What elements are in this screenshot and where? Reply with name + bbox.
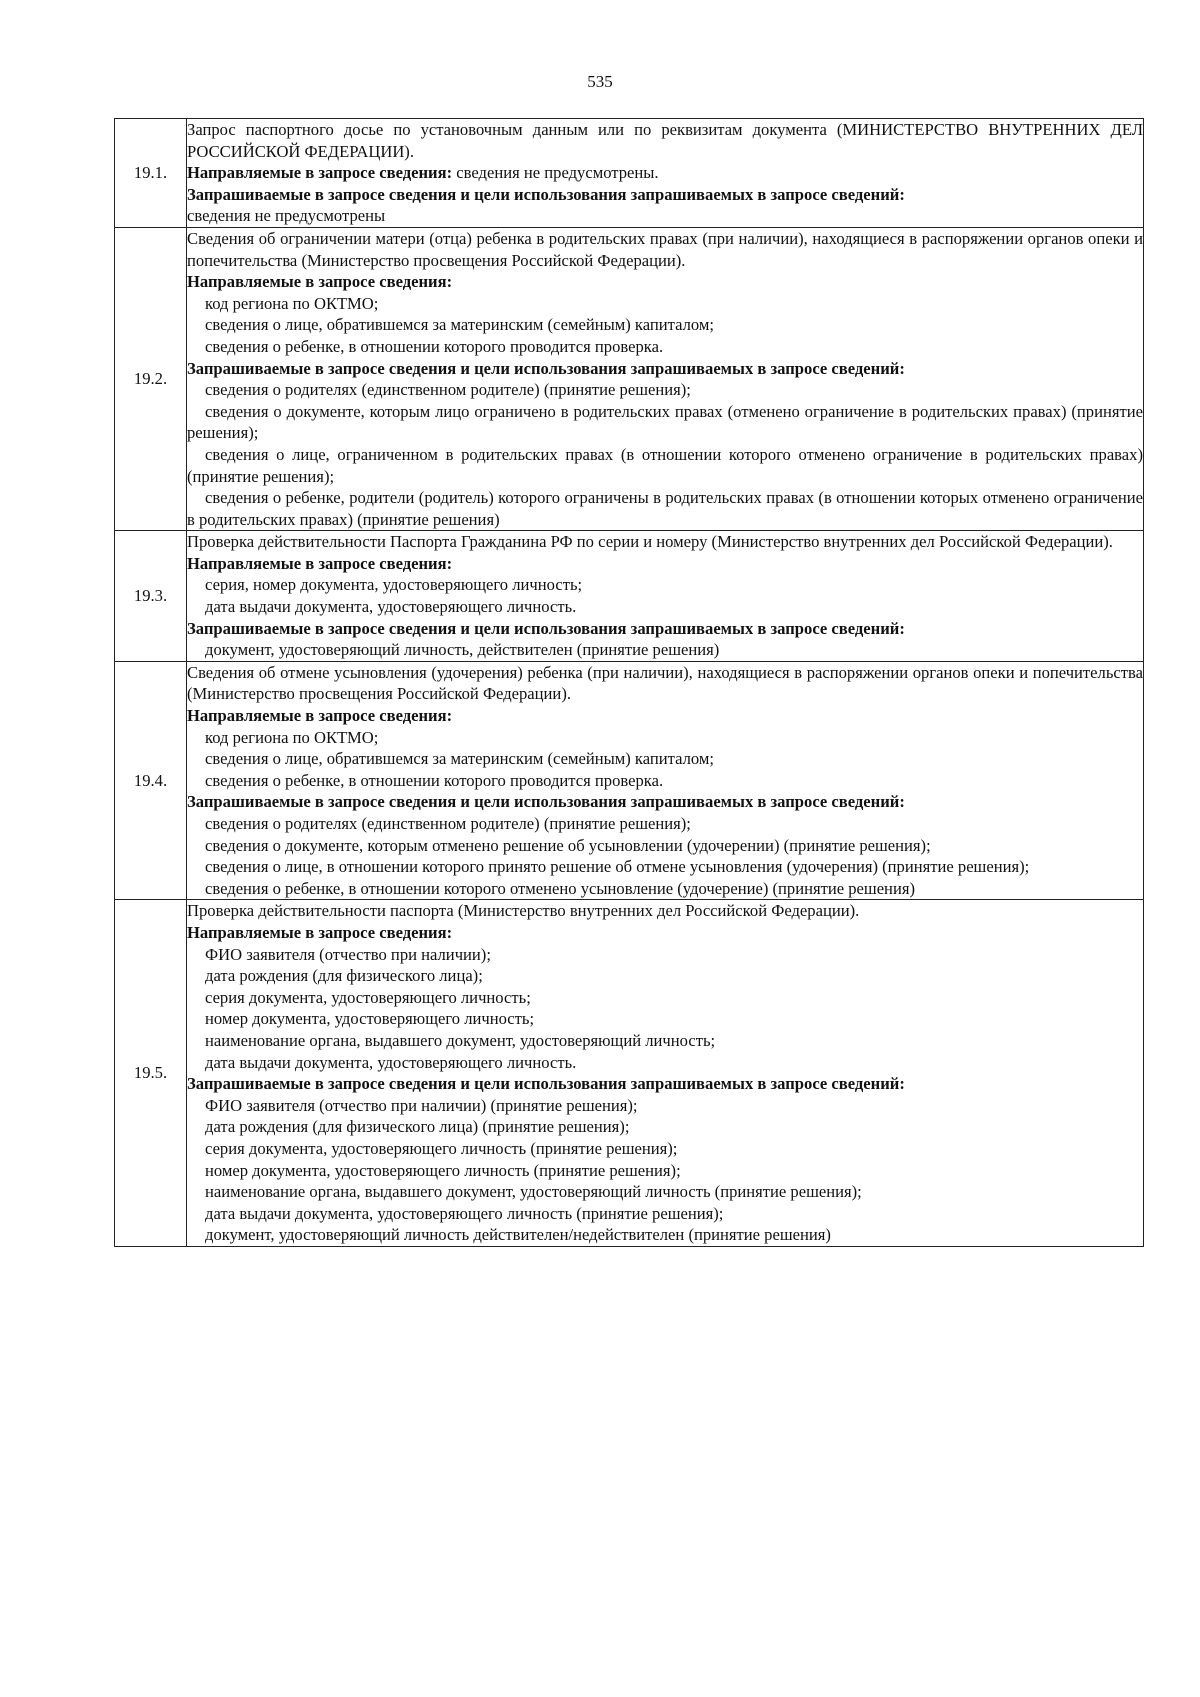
row-content xyxy=(187,900,1144,1247)
table-row xyxy=(115,900,1144,1247)
row-content xyxy=(187,227,1144,530)
sent-section xyxy=(187,162,1143,184)
requests-table xyxy=(114,118,1144,1247)
requested-item: наименование органа, выдавшего документ, удостоверяющий личность (принятие решения); xyxy=(205,1182,862,1202)
row-number: 19.5. xyxy=(115,900,187,1247)
sent-item: сведения о лице, обратившемся за материнским (семейным) капиталом; xyxy=(205,315,714,335)
requested-label: Запрашиваемые в запросе сведения и цели использования запрашиваемых в запросе сведений: xyxy=(187,792,905,812)
row-number: 19.1. xyxy=(115,119,187,228)
requested-item: сведения о родителях (единственном родителе) (принятие решения); xyxy=(205,814,691,833)
requested-item: номер документа, удостоверяющего личность (принятие решения); xyxy=(205,1160,681,1180)
row-content xyxy=(187,531,1144,662)
row-title: Проверка действительности паспорта (Министерство внутренних дел Российской Федерации). xyxy=(187,901,860,921)
requested-item: сведения о лице, ограниченном в родительских правах (в отношении которого отменено ограничение в родительских правах) (принятие решения); xyxy=(187,444,1143,486)
requested-item: сведения о ребенке, в отношении которого отменено усыновление (удочерение) (принятие решения) xyxy=(205,878,915,898)
sent-label: Направляемые в запросе сведения: xyxy=(187,706,453,726)
sent-item: серия, номер документа, удостоверяющего личность; xyxy=(205,575,583,595)
sent-item: дата выдачи документа, удостоверяющего личность. xyxy=(205,1052,577,1072)
sent-item: сведения о лице, обратившемся за материнским (семейным) капиталом; xyxy=(205,749,714,769)
sent-label: Направляемые в запросе сведения: xyxy=(187,922,453,942)
row-title: Запрос паспортного досье по установочным данным или по реквизитам документа (МИНИСТЕРСТВО ВНУТРЕННИХ ДЕЛ РОССИЙСКОЙ ФЕДЕРАЦИИ). xyxy=(187,120,1143,161)
row-title: Сведения об отмене усыновления (удочерения) ребенка (при наличии), находящиеся в распоряжении органов опеки и попечительства (Министерство просвещения Российской Федерации). xyxy=(187,662,1143,704)
requested-label: Запрашиваемые в запросе сведения и цели использования запрашиваемых в запросе сведений: xyxy=(187,618,905,638)
page-number: 535 xyxy=(587,72,613,91)
sent-item: сведения о ребенке, в отношении которого проводится проверка. xyxy=(205,336,664,356)
sent-item: код региона по ОКТМО; xyxy=(205,727,379,747)
row-title: Сведения об ограничении матери (отца) ребенка в родительских правах (при наличии), находящиеся в распоряжении органов опеки и попечительства (Министерство просвещения Российской Федерации). xyxy=(187,228,1143,270)
sent-item: ФИО заявителя (отчество при наличии); xyxy=(205,944,491,964)
row-content xyxy=(187,661,1144,900)
requested-item: дата выдачи документа, удостоверяющего личность (принятие решения); xyxy=(205,1203,724,1223)
requested-label: Запрашиваемые в запросе сведения и цели использования запрашиваемых в запросе сведений: xyxy=(187,184,905,204)
requested-item: сведения о лице, в отношении которого принято решение об отмене усыновления (удочерения) (принятие решения); xyxy=(205,857,1030,877)
table-row xyxy=(115,227,1144,530)
requested-item: документ, удостоверяющий личность действителен/недействителен (принятие решения) xyxy=(205,1225,831,1245)
sent-item: номер документа, удостоверяющего личность; xyxy=(205,1009,535,1029)
requested-item: сведения о родителях (единственном родителе) (принятие решения); xyxy=(205,380,691,400)
requested-item: дата рождения (для физического лица) (принятие решения); xyxy=(205,1117,630,1137)
sent-item: наименование органа, выдавшего документ, удостоверяющий личность; xyxy=(205,1030,716,1050)
requested-label: Запрашиваемые в запросе сведения и цели использования запрашиваемых в запросе сведений: xyxy=(187,358,905,378)
requested-item: сведения о документе, которым лицо ограничено в родительских правах (отменено ограничение в родительских правах) (принятие решения); xyxy=(187,401,1143,443)
requested-item: ФИО заявителя (отчество при наличии) (принятие решения); xyxy=(205,1095,638,1115)
requested-item: сведения о ребенке, родители (родитель) которого ограничены в родительских правах (в отношении которых отменено ограничение в родительских правах) (принятие решения) xyxy=(187,488,1143,529)
requested-item: документ, удостоверяющий личность, действителен (принятие решения) xyxy=(205,640,720,660)
requested-plain: сведения не предусмотрены xyxy=(187,206,386,226)
sent-item: дата выдачи документа, удостоверяющего личность. xyxy=(205,597,577,617)
row-number: 19.4. xyxy=(115,661,187,900)
row-title: Проверка действительности Паспорта Гражданина РФ по серии и номеру (Министерство внутренних дел Российской Федерации). xyxy=(187,532,1113,552)
sent-inline: сведения не предусмотрены. xyxy=(452,163,659,183)
sent-item: код региона по ОКТМО; xyxy=(205,293,379,313)
sent-label: Направляемые в запросе сведения: xyxy=(187,272,453,292)
sent-item: серия документа, удостоверяющего личность; xyxy=(205,987,531,1007)
sent-item: сведения о ребенке, в отношении которого проводится проверка. xyxy=(205,770,664,790)
table-row xyxy=(115,119,1144,228)
row-content xyxy=(187,119,1144,228)
row-number: 19.2. xyxy=(115,227,187,530)
requested-item: серия документа, удостоверяющего личность (принятие решения); xyxy=(205,1138,678,1158)
table-row xyxy=(115,531,1144,662)
requested-label: Запрашиваемые в запросе сведения и цели использования запрашиваемых в запросе сведений: xyxy=(187,1074,905,1094)
sent-item: дата рождения (для физического лица); xyxy=(205,966,483,986)
row-number: 19.3. xyxy=(115,531,187,662)
sent-label: Направляемые в запросе сведения: xyxy=(187,553,453,573)
sent-label: Направляемые в запросе сведения: xyxy=(187,163,453,183)
requested-item: сведения о документе, которым отменено решение об усыновлении (удочерении) (принятие решения); xyxy=(205,835,931,855)
table-row xyxy=(115,661,1144,900)
